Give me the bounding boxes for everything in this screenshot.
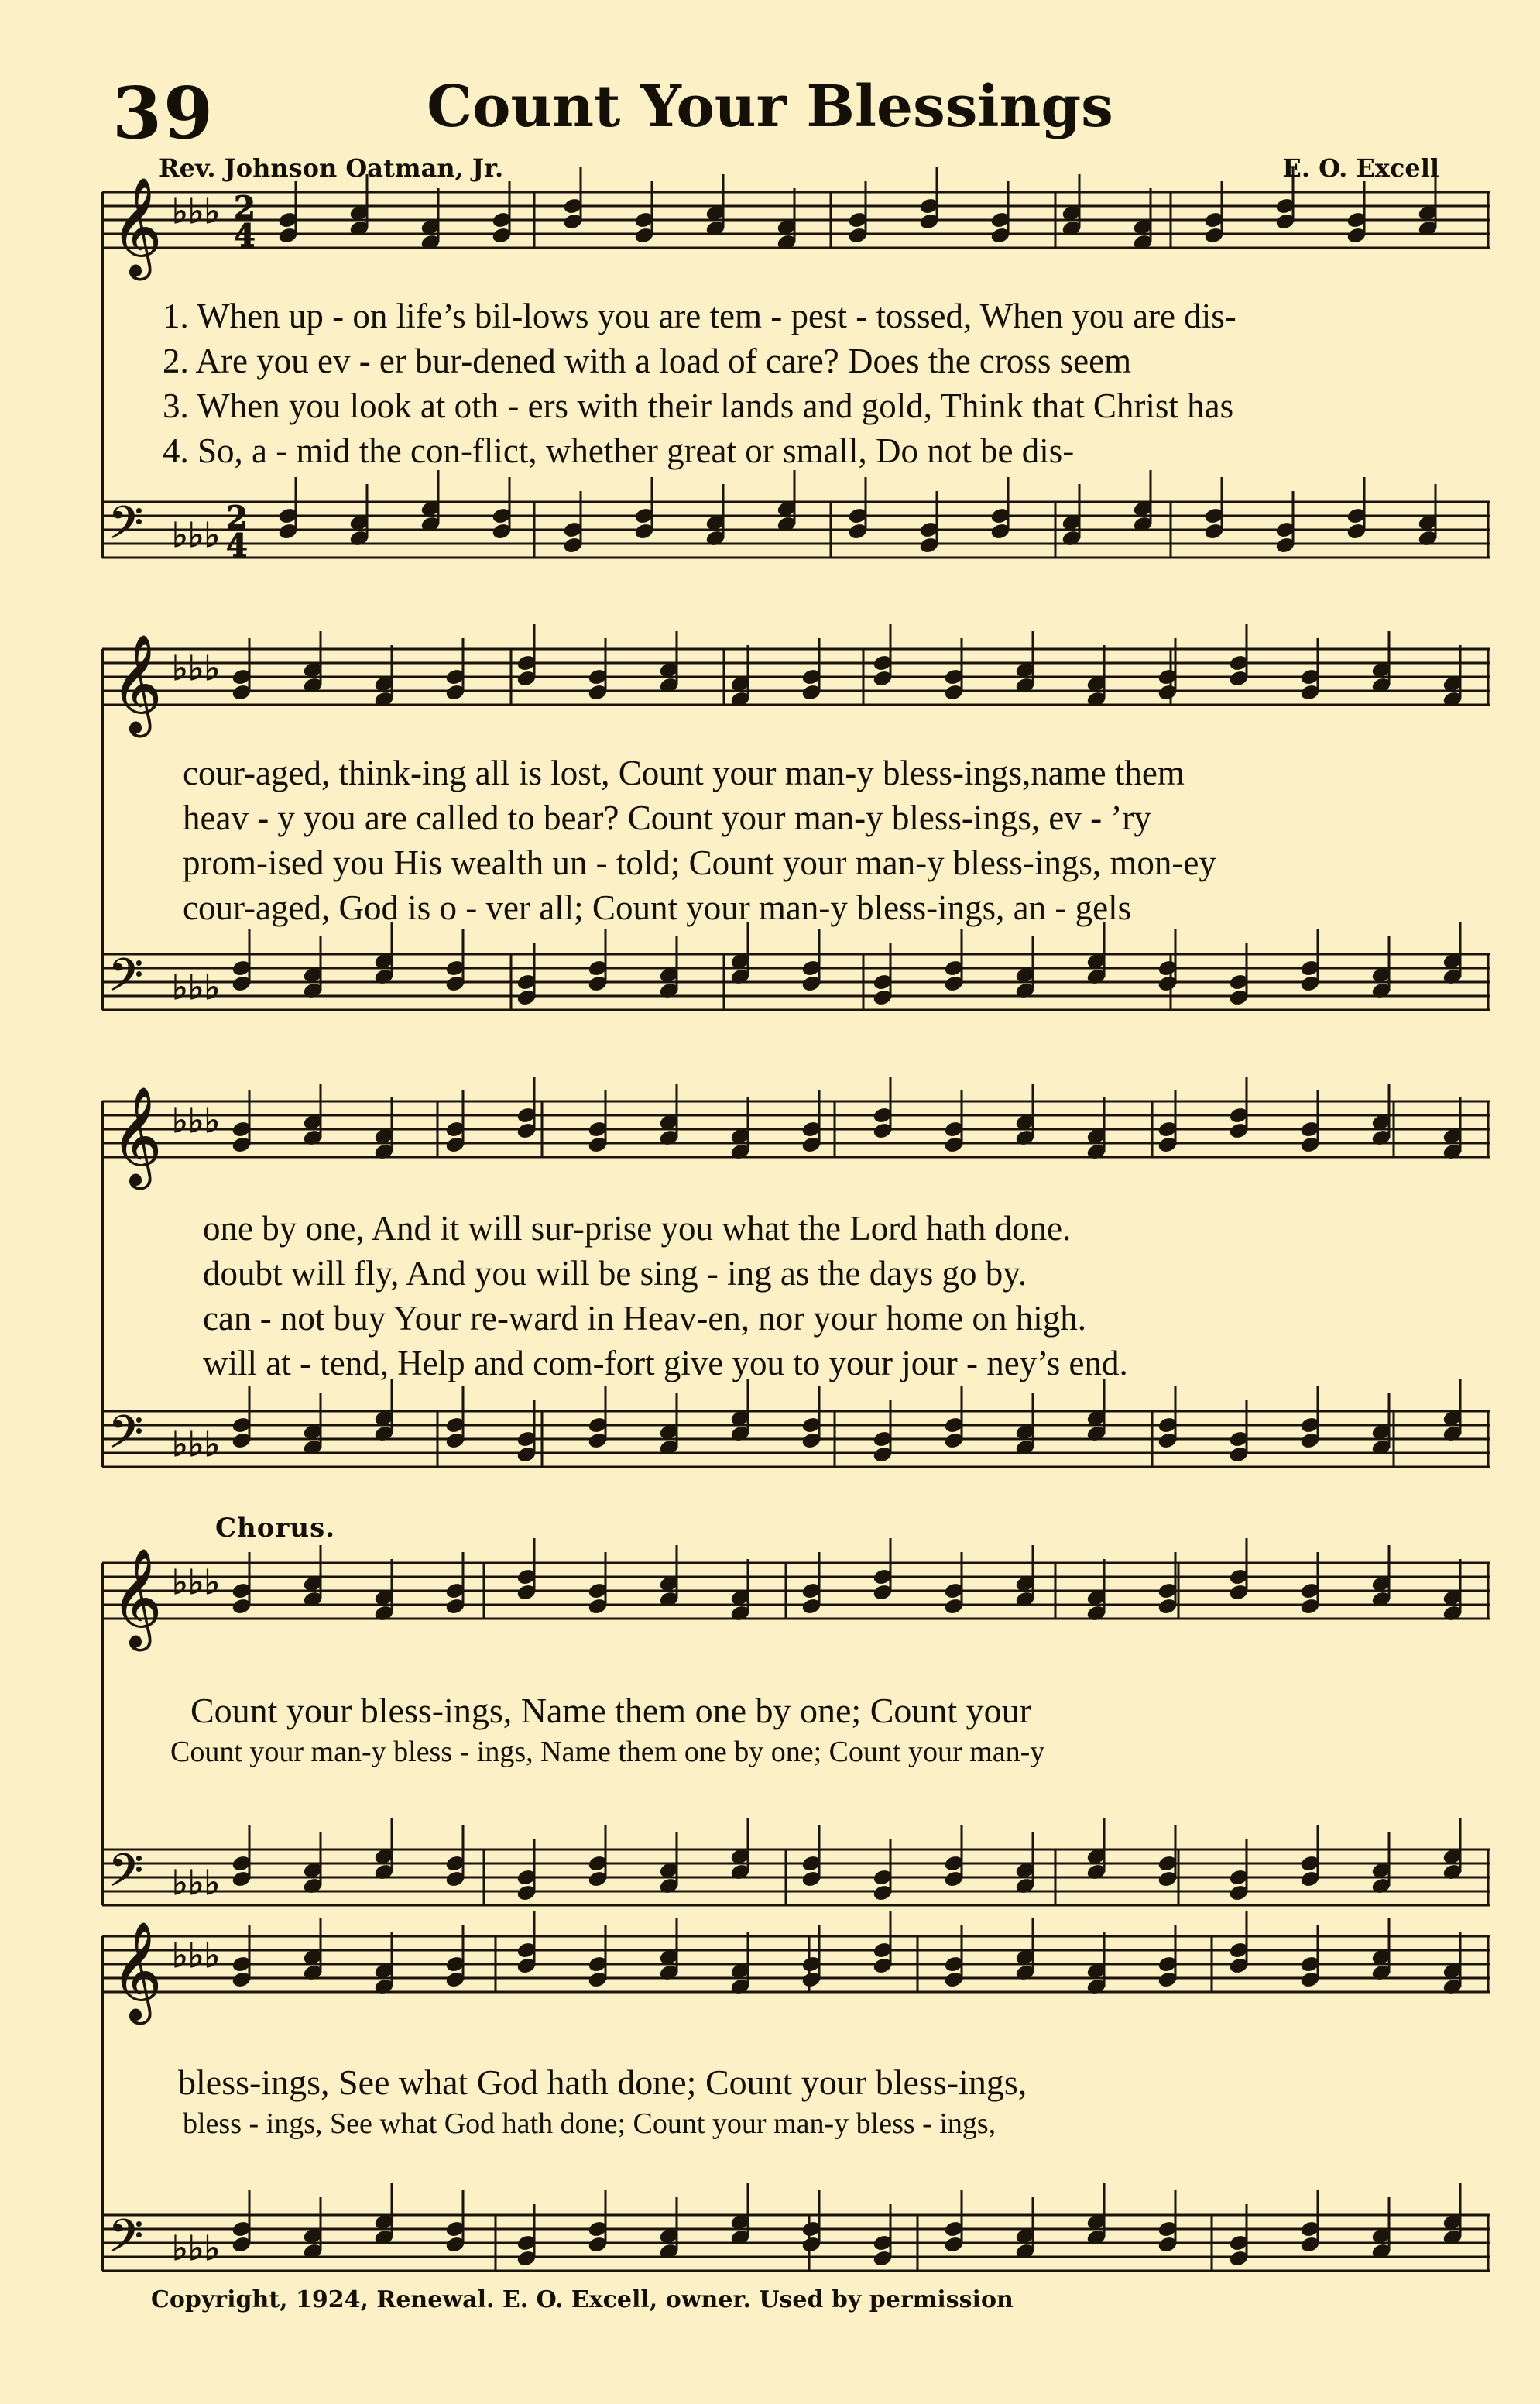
composer: E. O. Excell bbox=[1282, 153, 1439, 183]
lyric-verse-3: can - not buy Your re-ward in Heav-en, nor your home on high. bbox=[203, 1299, 1086, 1338]
key-signature: ♭♭♭ bbox=[172, 2229, 221, 2268]
lyric-verse-4: 4. So, a - mid the con-flict, whether great or small, Do not be dis- bbox=[163, 431, 1075, 470]
bass-clef: 𝄢 bbox=[108, 496, 144, 560]
lyric-verse-3: prom-ised you His wealth un - told; Count your man-y bless-ings, mon-ey bbox=[183, 843, 1216, 882]
lyric-echo: Count your man-y bless - ings, Name them one by one; Count your man-y bbox=[170, 1736, 1045, 1768]
lyric-verse-2: heav - y you are called to bear? Count your man-y bless-ings, ev - ’ry bbox=[183, 798, 1151, 837]
key-signature: ♭♭♭ bbox=[172, 516, 221, 555]
treble-clef: 𝄞 bbox=[111, 1921, 163, 2020]
hymn-title: Count Your Blessings bbox=[427, 74, 1113, 140]
hymn-number: 39 bbox=[112, 71, 215, 155]
key-signature: ♭♭♭ bbox=[172, 192, 221, 232]
treble-clef: 𝄞 bbox=[111, 634, 163, 733]
bass-clef: 𝄢 bbox=[108, 2210, 144, 2273]
lyric-verse-1: 1. When up - on life’s bil-lows you are tem - pest - tossed, When you are dis- bbox=[163, 297, 1236, 335]
bass-clef: 𝄢 bbox=[108, 1844, 144, 1908]
bass-clef: 𝄢 bbox=[108, 1406, 144, 1469]
lyric-verse-4: will at - tend, Help and com-fort give you to your jour - ney’s end. bbox=[203, 1344, 1128, 1382]
key-signature: ♭♭♭ bbox=[172, 968, 221, 1008]
time-signature: 4 bbox=[234, 218, 256, 254]
lyricist: Rev. Johnson Oatman, Jr. bbox=[159, 153, 504, 183]
chorus-label: Chorus. bbox=[215, 1513, 336, 1544]
time-signature: 2 bbox=[234, 190, 256, 226]
time-signature: 2 bbox=[226, 500, 248, 536]
key-signature: ♭♭♭ bbox=[172, 1863, 221, 1903]
lyric-verse-4: cour-aged, God is o - ver all; Count your man-y bless-ings, an - gels bbox=[183, 888, 1132, 927]
lyric-verse-2: 2. Are you ev - er bur-dened with a load of care? Does the cross seem bbox=[163, 342, 1132, 380]
lyric-verse-1: one by one, And it will sur-prise you what the Lord hath done. bbox=[203, 1209, 1072, 1248]
lyric-melody: Count your bless-ings, Name them one by one; Count your bbox=[190, 1691, 1031, 1730]
treble-clef: 𝄞 bbox=[111, 177, 163, 276]
key-signature: ♭♭♭ bbox=[172, 1425, 221, 1465]
lyric-echo: bless - ings, See what God hath done; Count your man-y bless - ings, bbox=[183, 2107, 996, 2140]
copyright-notice: Copyright, 1924, Renewal. E. O. Excell, owner. Used by permission bbox=[151, 2286, 1014, 2313]
lyric-verse-3: 3. When you look at oth - ers with their lands and gold, Think that Christ has bbox=[163, 386, 1234, 425]
key-signature: ♭♭♭ bbox=[172, 649, 221, 689]
treble-clef: 𝄞 bbox=[111, 1547, 163, 1647]
lyric-melody: bless-ings, See what God hath done; Count your bless-ings, bbox=[178, 2062, 1027, 2102]
time-signature: 4 bbox=[226, 527, 248, 564]
key-signature: ♭♭♭ bbox=[172, 1101, 221, 1141]
lyric-verse-2: doubt will fly, And you will be sing - ing as the days go by. bbox=[203, 1254, 1027, 1293]
treble-clef: 𝄞 bbox=[111, 1086, 163, 1185]
bass-clef: 𝄢 bbox=[108, 949, 144, 1012]
lyric-verse-1: cour-aged, think-ing all is lost, Count your man-y bless-ings,name them bbox=[183, 754, 1185, 792]
key-signature: ♭♭♭ bbox=[172, 1563, 221, 1602]
key-signature: ♭♭♭ bbox=[172, 1936, 221, 1976]
